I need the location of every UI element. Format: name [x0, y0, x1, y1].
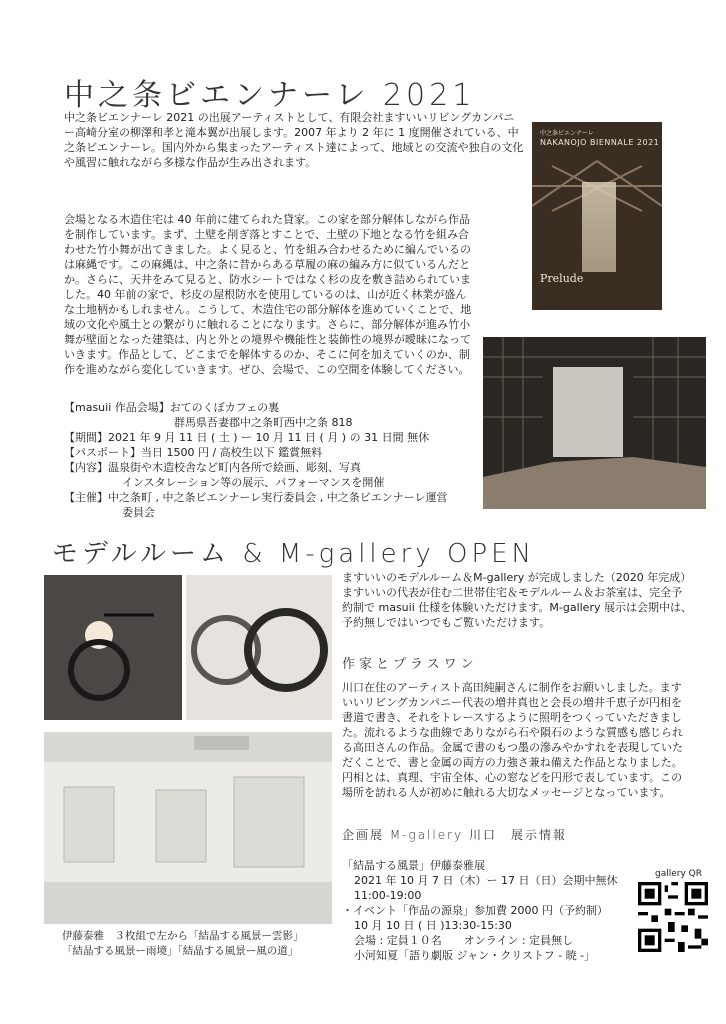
subheading-exhibition: 企画展 M-gallery 川口 展示情報 [342, 828, 567, 842]
period-label: 【期間】 [64, 431, 108, 444]
venue-name: おてのくぼカフェの裏 [169, 401, 280, 414]
passport-label: 【パスポート】 [64, 446, 141, 459]
event-line-1: 「結晶する風景」伊藤泰雅展 [342, 859, 485, 872]
caption-line-1: 伊藤泰雅 ３枚組で左から「結晶する風景ー雲影」 [62, 930, 304, 942]
gallery-qr-icon[interactable] [638, 882, 708, 952]
venue-paragraph: 会場となる木造住宅は 40 年前に建てられた貸家。この家を部分解体しながら作品を制作しています。まず、土壁を削ぎ落とすことで、土壁の下地となる竹を組み合わせた竹小舞が出てきました。よく見ると、竹を組み合わせるために編んでいるのは麻縄です。この麻縄は、中之条に昔からある草履の麻の編み方に似ているんだとか。さらに、天井をみて見ると、防水シートではなく杉の皮を敷き詰められていました。40 年前の家で、杉皮の屋根防水を使用しているのは、山が近く林業が盛んな土地柄かもしれません。こうして、木造住宅の部分解体を進めていくことで、地域の文化や風土との繋がりに触れることになります。さらに、部分解体が進み竹小舞が壁面となった建築は、内と外との境界や機能性と装飾性の境界が曖昧になっていきます。作品として、どこまでを解体するのか、そこに何を加えていくのか、制作を進めながら変化していきます。ぜひ、会場で、この空間を体験してください。 [64, 213, 472, 376]
event-line-7: 小河知夏「語り劇版 ジャン・クリストフ - 暁 -」 [354, 949, 596, 962]
exhibition-info [342, 858, 642, 963]
gallery-caption [62, 929, 342, 959]
passport-value: 当日 1500 円 / 高校生以下 鑑賞無料 [141, 446, 323, 459]
host-label: 【主催】 [64, 491, 108, 504]
model-room-paragraph: ますいいのモデルルーム＆M-gallery が完成しました（2020 年完成）ますいいの代表が住む二世帯住宅＆モデルルーム＆お茶室は、完全予約制で masuii 仕様を体験いただけます。M-gallery 展示は会期中は、予約無しではいつでもご覧いただけます。 [342, 571, 692, 629]
title-model-room: モデルルーム & M-gallery OPEN [52, 539, 536, 569]
event-line-6: 会場 : 定員１０名 オンライン : 定員無し [354, 934, 574, 947]
event-info [64, 400, 484, 520]
biennale-poster [532, 122, 662, 310]
lamp-photo [44, 575, 182, 720]
content-label: 【内容】 [64, 461, 108, 474]
host-value-1: 中之条町 , 中之条ビエンナーレ実行委員会 , 中之条ビエンナーレ運営 [108, 491, 448, 504]
event-line-5: 10 月 10 日 ( 日 )13:30-15:30 [354, 919, 512, 932]
poster-curtain [582, 182, 616, 272]
caption-line-2: 「結晶する風景ー雨境」「結晶する風景ー風の道」 [62, 945, 299, 957]
content-value-2: インスタレーション等の展示、パフォーマンスを開催 [122, 476, 385, 489]
event-line-2: 2021 年 10 月 7 日（木）ー 17 日（日）会期中無休 [354, 874, 618, 887]
content-value-1: 温泉街や木造校舎など町内各所で絵画、彫刻、写真 [108, 461, 361, 474]
poster-prelude: Prelude [540, 272, 584, 285]
event-line-4: ・イベント「作品の源泉」参加費 2000 円（予約制） [342, 904, 608, 917]
period-value: 2021 年 9 月 11 日 ( 土 ) ー 10 月 11 日 ( 月 ) の 31 日間 無休 [108, 431, 430, 444]
gallery-qr-label: gallery QR [655, 869, 702, 879]
ring-sculpture-photo [186, 575, 332, 720]
poster-title: NAKANOJO BIENNALE 2021 [540, 138, 660, 147]
host-value-2: 委員会 [122, 506, 155, 519]
title-nakanojo-biennale: 中之条ビエンナーレ 2021 [64, 78, 476, 113]
interior-photo [483, 337, 706, 509]
intro-paragraph: 中之条ビエンナーレ 2021 の出展アーティストとして、有限会社ますいいリビングカンパニー高崎分室の柳澤和孝と滝本翼が出展します。2007 年より 2 年に 1 度開催されている、中之条ビエンナーレ。国内外から集まったアーティスト達によって、地域との交流や独自の文化や風習に触れながら多様な作品が生み出されます。 [64, 111, 524, 169]
venue-label: 【masuii 作品会場】 [64, 401, 170, 414]
venue-address: 群馬県吾妻郡中之条町西中之条 818 [174, 416, 353, 429]
artist-paragraph: 川口在住のアーティスト高田純嗣さんに制作をお願いしました。ますいいリビングカンパニー代表の増井真也と会長の増井千恵子が円相を書道で書き、それをトレースするように照明をつくっていただきました。流れるような曲線でありながら石や隕石のような質感も感じられる高田さんの作品。金属で書のもつ墨の滲みやかすれを表現していただくことで、書と金属の両方の力強さ兼ね備えた作品となりました。円相とは、真理、宇宙全体、心の窓などを円形で表しています。この場所を訪れる人が初めに触れる大切なメッセージとなっています。 [342, 681, 683, 799]
poster-header: 中之条ビエンナーレ [540, 130, 594, 137]
event-line-3: 11:00-19:00 [354, 889, 422, 902]
gallery-photo [44, 732, 332, 924]
subheading-artist: 作家とプラスワン [342, 657, 478, 672]
